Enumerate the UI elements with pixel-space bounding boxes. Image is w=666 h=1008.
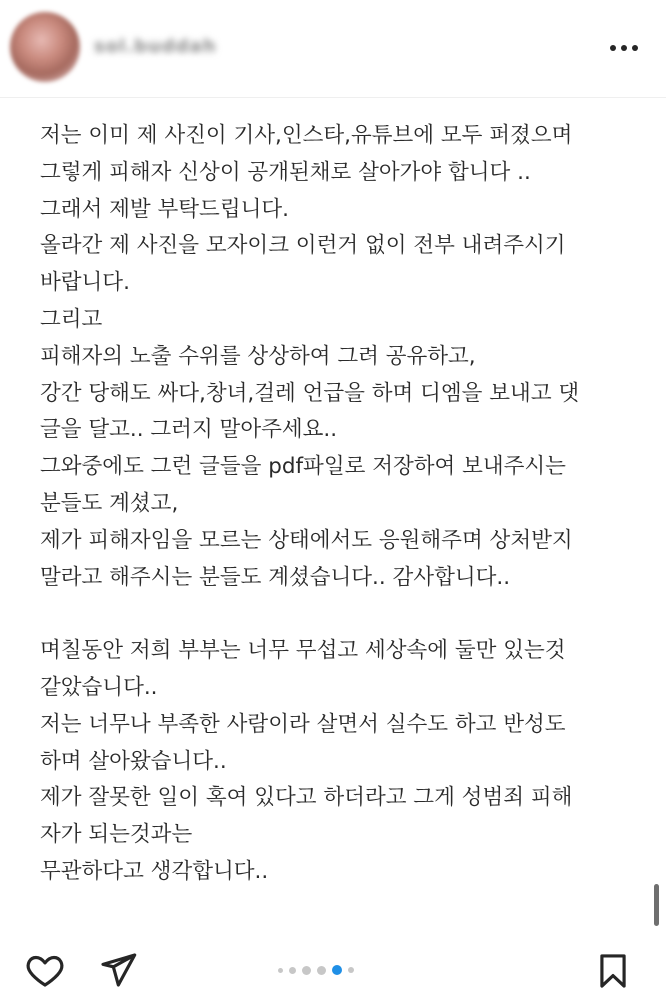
post-line: 같았습니다..	[40, 674, 158, 700]
post-line: 그리고	[40, 306, 103, 332]
header-divider	[0, 97, 666, 98]
post-line: 그와중에도 그런 글들을 pdf파일로 저장하여 보내주시는	[40, 454, 566, 480]
post-line: 강간 당해도 싸다,창녀,걸레 언급을 하며 디엠을 보내고 댓	[40, 380, 580, 406]
more-horizontal-icon[interactable]	[606, 34, 642, 62]
post-line	[40, 596, 640, 633]
bookmark-icon[interactable]	[594, 950, 632, 996]
carousel-dot	[302, 966, 311, 975]
avatar[interactable]	[10, 12, 80, 82]
carousel-dot	[348, 967, 354, 973]
post-text	[40, 118, 640, 891]
post-line: 하며 살아왔습니다..	[40, 748, 227, 774]
post-line: 피해자의 노출 수위를 상상하여 그려 공유하고,	[40, 343, 476, 369]
post-line: 며칠동안 저희 부부는 너무 무섭고 세상속에 둘만 있는것	[40, 638, 566, 664]
post-line: 제가 피해자임을 모르는 상태에서도 응원해주며 상처받지	[40, 527, 573, 553]
scrollbar[interactable]	[654, 884, 659, 926]
send-icon[interactable]	[98, 950, 138, 994]
post-line: 무관하다고 생각합니다..	[40, 858, 269, 884]
carousel-indicator	[278, 965, 354, 975]
heart-icon[interactable]	[24, 950, 66, 994]
post-line: 말라고 해주시는 분들도 계셨습니다.. 감사합니다..	[40, 564, 511, 590]
carousel-dot-active	[332, 965, 342, 975]
post-line: 그렇게 피해자 신상이 공개된채로 살아가야 합니다 ..	[40, 159, 531, 185]
post-line: 저는 이미 제 사진이 기사,인스타,유튜브에 모두 퍼졌으며	[40, 123, 573, 148]
post-line: 저는 너무나 부족한 사람이라 살면서 실수도 하고 반성도	[40, 711, 566, 737]
post-header	[0, 0, 666, 96]
post-line: 올라간 제 사진을 모자이크 이런거 없이 전부 내려주시기	[40, 233, 566, 259]
post-line: 자가 되는것과는	[40, 822, 193, 848]
post-line: 분들도 계셨고,	[40, 490, 179, 516]
post-line: 제가 잘못한 일이 혹여 있다고 하더라고 그게 성범죄 피해	[40, 785, 573, 811]
post-line: 글을 달고.. 그러지 말아주세요..	[40, 417, 338, 443]
post-line: 그래서 제발 부탁드립니다.	[40, 196, 289, 222]
carousel-dot	[317, 966, 326, 975]
post-line: 바랍니다.	[40, 270, 130, 296]
username[interactable]: sol.buddah	[94, 36, 217, 57]
carousel-dot	[289, 967, 296, 974]
carousel-dot	[278, 968, 283, 973]
